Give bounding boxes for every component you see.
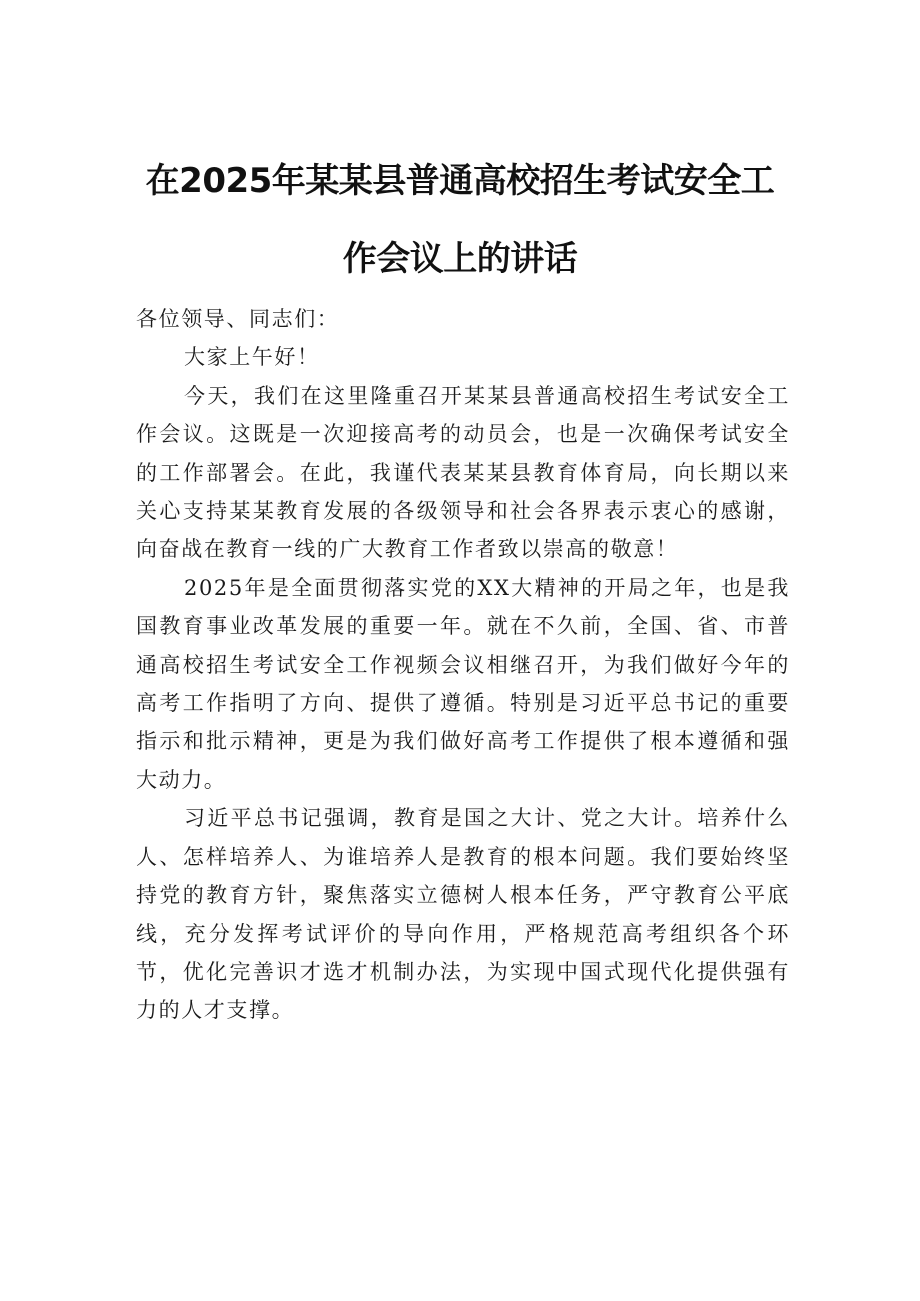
paragraph-opening: 今天，我们在这里隆重召开某某县普通高校招生考试安全工作会议。这既是一次迎接高考的动员会，也是一次确保考试安全的工作部署会。在此，我谨代表某某县教育体育局，向长期以来关心支持某某教育发展的各级领导和社会各界表示衷心的感谢，向奋战在教育一线的广大教育工作者致以崇高的敬意！	[136, 383, 790, 562]
document-body	[136, 300, 790, 1030]
salutation: 各位领导、同志们：	[136, 307, 340, 331]
title-line-1: 在2025年某某县普通高校招生考试安全工	[145, 160, 775, 201]
paragraph-context: 2025年是全面贯彻落实党的XX大精神的开局之年，也是我国教育事业改革发展的重要一年。就在不久前，全国、省、市普通高校招生考试安全工作视频会议相继召开，为我们做好今年的高考工作指明了方向、提供了遵循。特别是习近平总书记的重要指示和批示精神，更是为我们做好高考工作提供了根本遵循和强大动力。	[136, 575, 790, 792]
paragraph-principles: 习近平总书记强调，教育是国之大计、党之大计。培养什么人、怎样培养人、为谁培养人是教育的根本问题。我们要始终坚持党的教育方针，聚焦落实立德树人根本任务，严守教育公平底线，充分发挥考试评价的导向作用，严格规范高考组织各个环节，优化完善识才选才机制办法，为实现中国式现代化提供强有力的人才支撑。	[136, 806, 790, 1023]
document-title	[140, 151, 780, 289]
paragraph-greeting: 大家上午好！	[184, 345, 320, 370]
title-line-2: 作会议上的讲话	[342, 238, 578, 279]
